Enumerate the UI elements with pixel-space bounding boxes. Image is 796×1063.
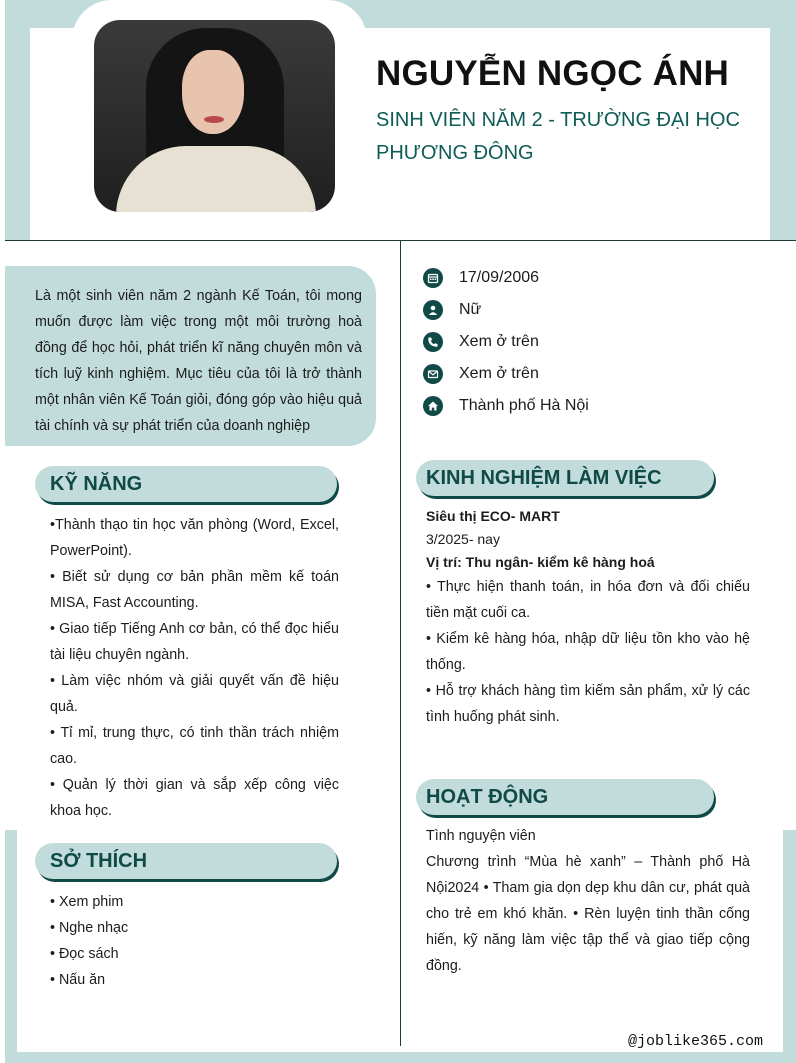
activities-section — [426, 823, 750, 979]
bottom-border-accent — [5, 1052, 796, 1063]
activities-title: HOẠT ĐỘNG — [426, 786, 549, 808]
hobbies-list — [50, 889, 128, 993]
info-birthdate-value: 17/09/2006 — [459, 269, 540, 286]
experience-duty: • Kiểm kê hàng hóa, nhập dữ liệu tồn kho vào hệ thống. — [426, 631, 750, 673]
profile-photo — [94, 20, 335, 212]
calendar-icon — [423, 268, 443, 288]
experience-duty: • Thực hiện thanh toán, in hóa đơn và đối chiếu tiền mặt cuối ca. — [426, 579, 750, 621]
skill-item: • Quản lý thời gian và sắp xếp công việc khoa học. — [50, 777, 339, 819]
hobby-item: • Đọc sách — [50, 946, 119, 962]
info-gender — [423, 294, 589, 326]
experience-period: 3/2025- nay — [426, 531, 500, 547]
experience-position: Vị trí: Thu ngân- kiểm kê hàng hoá — [426, 554, 655, 570]
hobbies-heading — [35, 843, 337, 879]
column-divider — [400, 240, 401, 1046]
photo-lips — [204, 116, 224, 123]
experience-company: Siêu thị ECO- MART — [426, 508, 560, 524]
personal-info — [423, 262, 589, 422]
experience-duty: • Hỗ trợ khách hàng tìm kiếm sản phẩm, xử lý các tình huống phát sinh. — [426, 683, 750, 725]
hobbies-title: SỞ THÍCH — [50, 850, 148, 872]
info-gender-value: Nữ — [459, 301, 482, 318]
hobby-item: • Nghe nhạc — [50, 920, 129, 936]
hobby-item: • Nấu ăn — [50, 972, 106, 988]
user-icon — [423, 300, 443, 320]
career-summary — [5, 266, 376, 446]
info-phone — [423, 326, 589, 358]
left-border-accent — [5, 830, 17, 1063]
activity-role: Tình nguyện viên — [426, 828, 536, 844]
experience-heading — [416, 460, 714, 496]
watermark-link[interactable]: @joblike365.com — [627, 1033, 763, 1050]
skill-item: • Làm việc nhóm và giải quyết vấn đề hiệu quả. — [50, 673, 339, 715]
skill-item: • Giao tiếp Tiếng Anh cơ bản, có thể đọc hiểu tài liệu chuyên ngành. — [50, 621, 339, 663]
photo-frame-tail — [34, 196, 74, 240]
right-border-accent — [783, 830, 796, 1063]
info-email — [423, 358, 589, 390]
home-icon — [423, 396, 443, 416]
skill-item: •Thành thạo tin học văn phòng (Word, Excel, PowerPoint). — [50, 517, 339, 559]
summary-text: Là một sinh viên năm 2 ngành Kế Toán, tôi mong muốn được làm việc trong một môi trường hoà đồng để học hỏi, phát triển kĩ năng chuyên môn và tích luỹ kinh nghiệm. Mục tiêu của tôi là trở thành một nhân viên Kế Toán giỏi, đóng góp vào hiệu quả tài chính và sự phát triển của doanh nghiệp — [35, 288, 362, 434]
hobby-item: • Xem phim — [50, 894, 124, 910]
info-phone-value: Xem ở trên — [459, 333, 539, 350]
phone-icon — [423, 332, 443, 352]
info-address-value: Thành phố Hà Nội — [459, 397, 589, 414]
skill-item: • Tỉ mỉ, trung thực, có tinh thần trách nhiệm cao. — [50, 725, 339, 767]
mail-icon — [423, 364, 443, 384]
activities-heading — [416, 779, 714, 815]
experience-title: KINH NGHIỆM LÀM VIỆC — [426, 467, 662, 489]
info-email-value: Xem ở trên — [459, 365, 539, 382]
candidate-subtitle: SINH VIÊN NĂM 2 - TRƯỜNG ĐẠI HỌC PHƯƠNG ĐÔNG — [376, 109, 740, 164]
info-address — [423, 390, 589, 422]
activity-description: Chương trình “Mùa hè xanh” – Thành phố Hà Nội2024 • Tham gia dọn dẹp khu dân cư, phát quà cho trẻ em khó khăn. • Rèn luyện tinh thần cống hiến, kỹ năng làm việc tập thể và giao tiếp cộng đồng. — [426, 854, 750, 974]
experience-section — [426, 505, 750, 730]
info-birthdate — [423, 262, 589, 294]
skill-item: • Biết sử dụng cơ bản phần mềm kế toán MISA, Fast Accounting. — [50, 569, 339, 611]
candidate-name: NGUYỄN NGỌC ÁNH — [376, 54, 730, 93]
skills-title: KỸ NĂNG — [50, 473, 143, 495]
skills-heading — [35, 466, 337, 502]
skills-list — [50, 512, 339, 824]
